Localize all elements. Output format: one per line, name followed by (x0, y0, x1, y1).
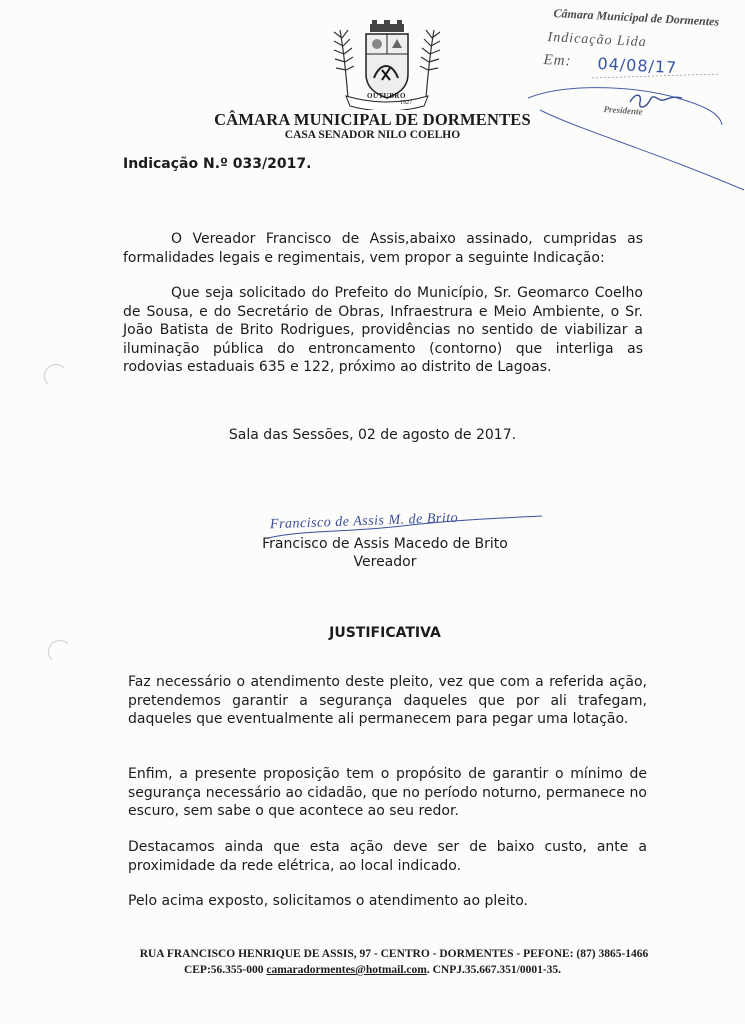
punch-hole (44, 364, 68, 388)
footer-contact (0, 964, 745, 976)
chamber-name: CÂMARA MUNICIPAL DE DORMENTES (214, 110, 531, 129)
punch-hole (48, 640, 72, 664)
reception-stamp (500, 0, 745, 195)
request-paragraph: Que seja solicitado do Prefeito do Município, Sr. Geomarco Coelho de Sousa, e do Secretário de Obras, Infraestrura e Meio Ambiente, o Sr. João Batista de Brito Rodrigues, providências no sentido de viabilizar a iluminação pública do entroncamento (contorno) que interliga as rodovias estaduais 635 e 122, próximo ao distrito de Lagoas. (123, 285, 643, 375)
justification-title: JUSTIFICATIVA (329, 625, 441, 641)
footer-address: RUA FRANCISCO HENRIQUE DE ASSIS, 97 - CENTRO - DORMENTES - PEFONE: (87) 3865-1466 (139, 948, 649, 960)
chamber-subtitle: CASA SENADOR NILO COELHO (284, 129, 461, 141)
stamp-indicacao-lida: Indicação Lida (547, 30, 648, 51)
signer-role: Vereador (353, 554, 417, 570)
document-number: Indicação N.º 033/2017. (123, 156, 312, 172)
crest-year-text: 1927 (400, 100, 412, 106)
stamp-date: 04/08/17 (597, 54, 678, 78)
stamp-role: Presidente (603, 104, 643, 117)
footer-cnpj: . CNPJ.35.667.351/0001-35. (426, 964, 562, 976)
crest-ribbon-text: OUTUBRO (367, 92, 406, 100)
signer-name: Francisco de Assis Macedo de Brito (262, 536, 508, 552)
place-date: Sala das Sessões, 02 de agosto de 2017. (228, 427, 517, 443)
justification-paragraph: Enfim, a presente proposição tem o propósito de garantir o mínimo de segurança necessário ao cidadão, que no período noturno, permanece no escuro, sem sabe o que acontece ao seu redor. (128, 766, 647, 819)
footer-email-link[interactable]: camaradormentes@hotmail.com (266, 964, 427, 976)
stamp-title: Câmara Municipal de Dormentes (553, 6, 720, 29)
signature-script-text: Francisco de Assis M. de Brito (269, 510, 459, 533)
justification-paragraph: Destacamos ainda que esta ação deve ser de baixo custo, ante a proximidade da rede elétrica, ao local indicado. (128, 839, 647, 874)
stamp-signature-lines (500, 0, 745, 195)
stamp-em-label: Em: (543, 52, 572, 70)
justification-paragraph: Pelo acima exposto, solicitamos o atendimento ao pleito. (128, 893, 528, 909)
intro-paragraph: O Vereador Francisco de Assis,abaixo assinado, cumpridas as formalidades legais e regimentais, vem propor a seguinte Indicação: (123, 231, 643, 266)
footer-cep: CEP:56.355-000 (183, 964, 264, 976)
justification-paragraph: Faz necessário o atendimento deste pleito, vez que com a referida ação, pretendemos garantir a segurança daqueles que por ali trafegam, daqueles que eventualmente ali permanecem para pegar uma lotação. (128, 674, 647, 727)
